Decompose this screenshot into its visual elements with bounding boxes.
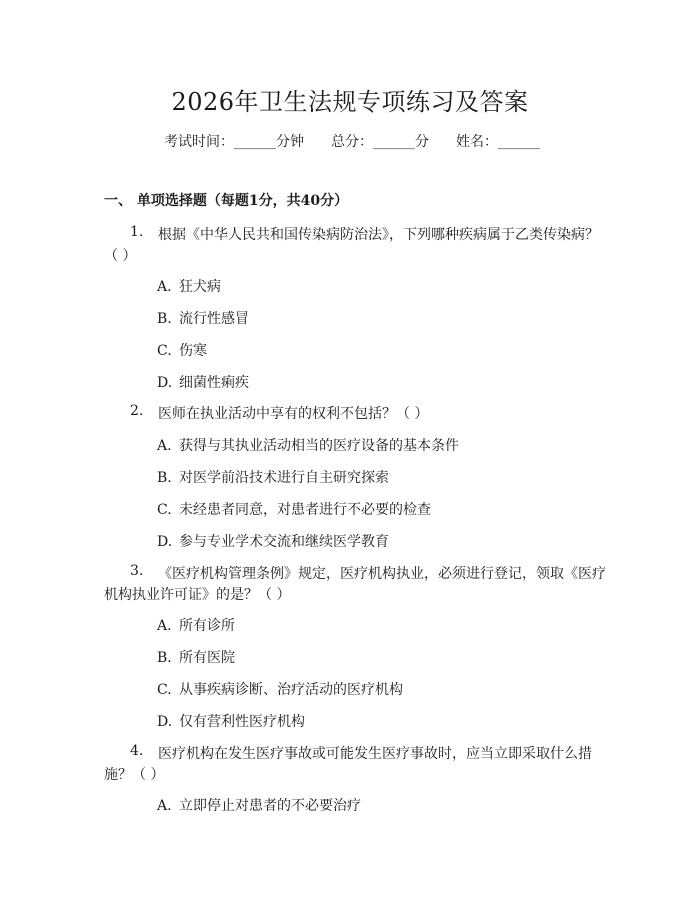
option-text: 所有诊所 [179,618,235,634]
option-c [157,340,207,360]
option-letter: D. [157,375,173,391]
option-letter: D. [157,714,173,730]
question-text: 《医疗机构管理条例》规定，医疗机构执业，必须进行登记，领取《医疗 [158,566,606,582]
question-text: 根据《中华人民共和国传染病防治法》，下列哪种疾病属于乙类传染病？ [158,227,599,243]
option-a [157,615,235,635]
total-score-field: 总分：______分 [331,134,429,150]
question-text: 医师在执业活动中享有的权利不包括？（ ） [158,406,429,422]
option-letter: B. [157,470,172,486]
section-heading: 一、 单项选择题（每题1分，共40分） [104,193,349,209]
option-d [157,531,389,551]
option-b [157,467,389,487]
option-text: 从事疾病诊断、治疗活动的医疗机构 [179,682,403,698]
option-letter: C. [157,682,172,698]
option-letter: D. [157,534,173,550]
option-a [157,435,459,455]
option-d [157,711,305,731]
option-letter: C. [157,502,172,518]
option-text: 获得与其执业活动相当的医疗设备的基本条件 [179,438,459,454]
option-text: 参与专业学术交流和继续医学教育 [179,534,389,550]
option-c [157,679,403,699]
option-d [157,372,249,392]
option-letter: A. [157,798,172,814]
option-letter: A. [157,279,172,295]
question-number: 1. [130,224,144,240]
page-title: 2026年卫生法规专项练习及答案 [171,88,529,116]
option-a [157,795,361,815]
name-field: 姓名：______ [456,134,540,150]
question-number: 2. [130,403,144,419]
option-text: 所有医院 [179,650,235,666]
question-number: 4. [130,743,144,759]
question-number: 3. [130,563,144,579]
option-b [157,308,249,328]
option-text: 伤寒 [179,343,207,359]
question-text-continued: （ ） [104,248,137,264]
option-letter: A. [157,618,172,634]
question-text: 医疗机构在发生医疗事故或可能发生医疗事故时，应当立即采取什么措 [158,746,592,762]
option-text: 流行性感冒 [179,311,249,327]
option-letter: C. [157,343,172,359]
option-text: 仅有营利性医疗机构 [179,714,305,730]
option-text: 未经患者同意，对患者进行不必要的检查 [179,502,431,518]
exam-time-field: 考试时间：______分钟 [164,134,304,150]
question-text-continued: 施？（ ） [104,767,165,783]
option-text: 狂犬病 [179,279,221,295]
option-letter: B. [157,311,172,327]
option-text: 细菌性痢疾 [179,375,249,391]
option-a [157,276,221,296]
option-b [157,647,235,667]
option-letter: B. [157,650,172,666]
option-text: 对医学前沿技术进行自主研究探索 [179,470,389,486]
question-text-continued: 机构执业许可证》的是？（ ） [104,587,291,603]
option-c [157,499,431,519]
option-letter: A. [157,438,172,454]
option-text: 立即停止对患者的不必要治疗 [179,798,361,814]
